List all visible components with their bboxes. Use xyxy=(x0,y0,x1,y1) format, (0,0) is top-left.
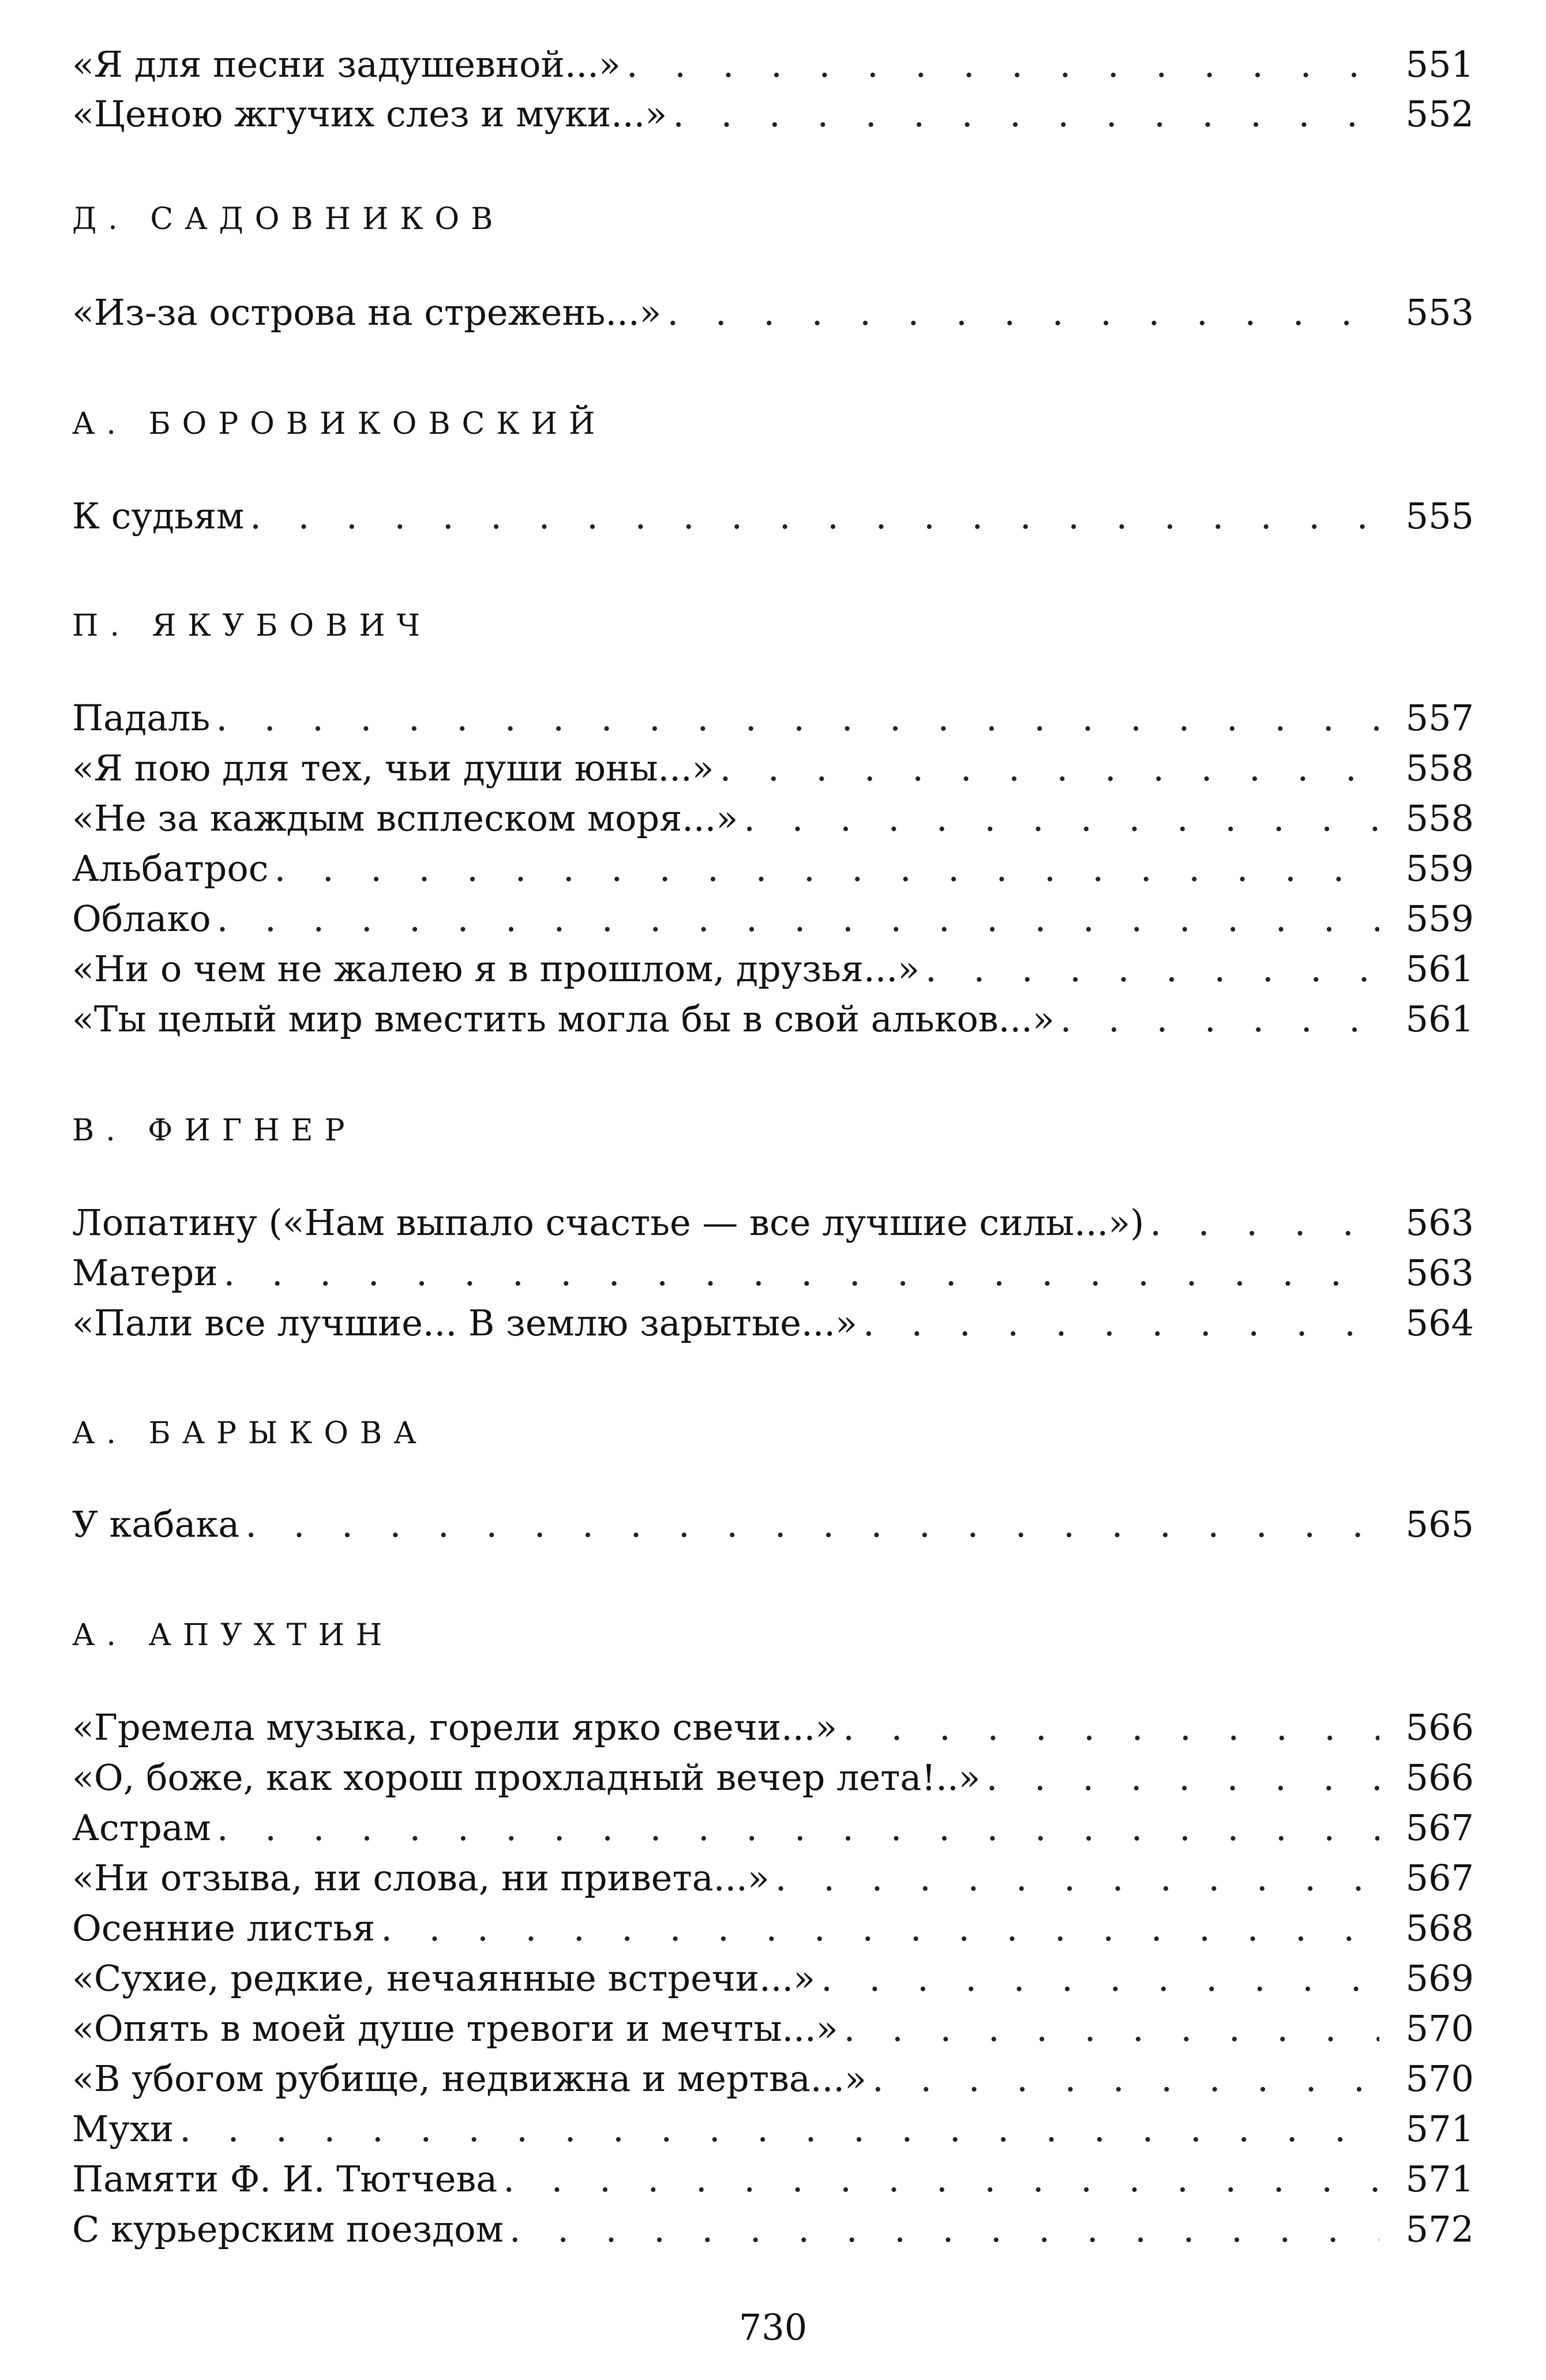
toc-entry xyxy=(72,42,1474,88)
toc-entry xyxy=(72,795,1474,842)
toc-entry xyxy=(72,2106,1474,2152)
entry-title: Облако xyxy=(72,898,211,940)
entry-page: 568 xyxy=(1405,1907,1474,1949)
entry-page: 571 xyxy=(1405,2108,1474,2150)
entry-page: 564 xyxy=(1405,1302,1474,1344)
entry-title: «О, боже, как хорош прохладный вечер лета!..» xyxy=(72,1756,981,1799)
entry-title: «Сухие, редкие, нечаянные встречи...» xyxy=(72,1957,816,1999)
entry-page: 567 xyxy=(1405,1807,1474,1849)
entry-page: 558 xyxy=(1405,747,1474,789)
entry-title: «Пали все лучшие... В землю зарытые...» xyxy=(72,1302,858,1344)
dot-leader xyxy=(673,91,1379,137)
entry-title: «Ты целый мир вместить могла бы в свой альков...» xyxy=(72,998,1055,1040)
entry-page: 561 xyxy=(1405,948,1474,990)
entry-title: «Не за каждым всплеском моря...» xyxy=(72,797,738,839)
toc-entry xyxy=(72,2206,1474,2253)
entry-title: Матери xyxy=(72,1252,218,1294)
entry-title: С курьерским поездом xyxy=(72,2208,504,2250)
entry-page: 558 xyxy=(1405,797,1474,839)
author-heading: А. БАРЫКОВА xyxy=(72,1416,428,1451)
entry-title: Альбатрос xyxy=(72,847,269,889)
author-heading: А. БОРОВИКОВСКИЙ xyxy=(72,407,607,441)
entry-title: «Я пою для тех, чьи души юны...» xyxy=(72,747,714,789)
dot-leader xyxy=(925,946,1379,992)
toc-entry xyxy=(72,1200,1474,1246)
dot-leader xyxy=(744,795,1379,842)
entry-title: Лопатину («Нам выпало счастье — все лучшие силы...») xyxy=(72,1202,1145,1244)
entry-page: 570 xyxy=(1405,2007,1474,2049)
dot-leader xyxy=(821,1955,1379,2002)
toc-entry xyxy=(72,996,1474,1042)
dot-leader xyxy=(503,2156,1379,2202)
dot-leader xyxy=(381,1905,1379,1951)
entry-title: Астрам xyxy=(72,1807,211,1849)
toc-entry xyxy=(72,1501,1474,1548)
dot-leader xyxy=(223,1250,1379,1296)
author-heading: В. ФИГНЕР xyxy=(72,1113,357,1148)
entry-title: Мухи xyxy=(72,2108,174,2150)
toc-entry xyxy=(72,946,1474,992)
toc-entry xyxy=(72,1300,1474,1346)
toc-entry xyxy=(72,896,1474,942)
dot-leader xyxy=(1060,996,1379,1042)
dot-leader xyxy=(274,846,1379,892)
entry-page: 557 xyxy=(1405,697,1474,739)
toc-entry xyxy=(72,1805,1474,1851)
toc-entry xyxy=(72,1905,1474,1951)
entry-page: 555 xyxy=(1405,495,1474,537)
toc-entry xyxy=(72,1955,1474,2002)
entry-title: «Ни о чем не жалею я в прошлом, друзья...» xyxy=(72,948,920,990)
dot-leader xyxy=(1150,1200,1379,1246)
entry-page: 571 xyxy=(1405,2158,1474,2200)
entry-page: 566 xyxy=(1405,1756,1474,1799)
toc-entry xyxy=(72,1705,1474,1751)
entry-title: «Опять в моей душе тревоги и мечты...» xyxy=(72,2007,838,2049)
toc-entry xyxy=(72,290,1474,336)
entry-page: 570 xyxy=(1405,2058,1474,2100)
author-heading: А. АПУХТИН xyxy=(72,1618,394,1653)
dot-leader xyxy=(217,896,1379,942)
entry-title: К судьям xyxy=(72,495,245,537)
entry-title: «В убогом рубище, недвижна и мертва...» xyxy=(72,2058,866,2100)
toc-entry xyxy=(72,1855,1474,1901)
entry-page: 565 xyxy=(1405,1503,1474,1545)
dot-leader xyxy=(843,1705,1379,1751)
dot-leader xyxy=(986,1755,1379,1801)
dot-leader xyxy=(863,1300,1379,1346)
dot-leader xyxy=(844,2006,1379,2052)
dot-leader xyxy=(217,1805,1379,1851)
dot-leader xyxy=(216,695,1379,741)
toc-entry xyxy=(72,1250,1474,1296)
entry-title: «Я для песни задушевной...» xyxy=(72,43,621,85)
entry-title: «Гремела музыка, горели ярко свечи...» xyxy=(72,1706,838,1748)
entry-page: 566 xyxy=(1405,1706,1474,1748)
entry-page: 561 xyxy=(1405,998,1474,1040)
dot-leader xyxy=(245,1501,1379,1548)
entry-page: 551 xyxy=(1405,43,1474,85)
entry-title: «Ценою жгучих слез и муки...» xyxy=(72,93,667,135)
dot-leader xyxy=(775,1855,1379,1901)
author-heading: П. ЯКУБОВИЧ xyxy=(72,609,431,643)
entry-page: 567 xyxy=(1405,1857,1474,1899)
toc-entry xyxy=(72,2056,1474,2102)
author-heading: Д. САДОВНИКОВ xyxy=(72,202,505,237)
entry-page: 572 xyxy=(1405,2208,1474,2250)
dot-leader xyxy=(872,2056,1379,2102)
entry-title: У кабака xyxy=(72,1503,240,1545)
entry-page: 563 xyxy=(1405,1202,1474,1244)
dot-leader xyxy=(179,2106,1379,2152)
page-number: 730 xyxy=(738,2306,808,2348)
toc-entry xyxy=(72,91,1474,137)
toc-entry xyxy=(72,745,1474,791)
toc-entry xyxy=(72,493,1474,539)
entry-title: «Из-за острова на стрежень...» xyxy=(72,291,662,333)
entry-page: 553 xyxy=(1405,291,1474,333)
entry-title: Падаль xyxy=(72,697,211,739)
toc-entry xyxy=(72,2006,1474,2052)
toc-entry xyxy=(72,1755,1474,1801)
dot-leader xyxy=(667,290,1379,336)
entry-page: 563 xyxy=(1405,1252,1474,1294)
dot-leader xyxy=(720,745,1379,791)
dot-leader xyxy=(626,42,1379,88)
dot-leader xyxy=(509,2206,1379,2253)
toc-entry xyxy=(72,695,1474,741)
entry-page: 559 xyxy=(1405,898,1474,940)
toc-entry xyxy=(72,846,1474,892)
entry-page: 559 xyxy=(1405,847,1474,889)
entry-page: 569 xyxy=(1405,1957,1474,1999)
dot-leader xyxy=(250,493,1379,539)
entry-title: «Ни отзыва, ни слова, ни привета...» xyxy=(72,1857,770,1899)
entry-title: Памяти Ф. И. Тютчева xyxy=(72,2158,498,2200)
entry-page: 552 xyxy=(1405,93,1474,135)
toc-entry xyxy=(72,2156,1474,2202)
entry-title: Осенние листья xyxy=(72,1907,376,1949)
